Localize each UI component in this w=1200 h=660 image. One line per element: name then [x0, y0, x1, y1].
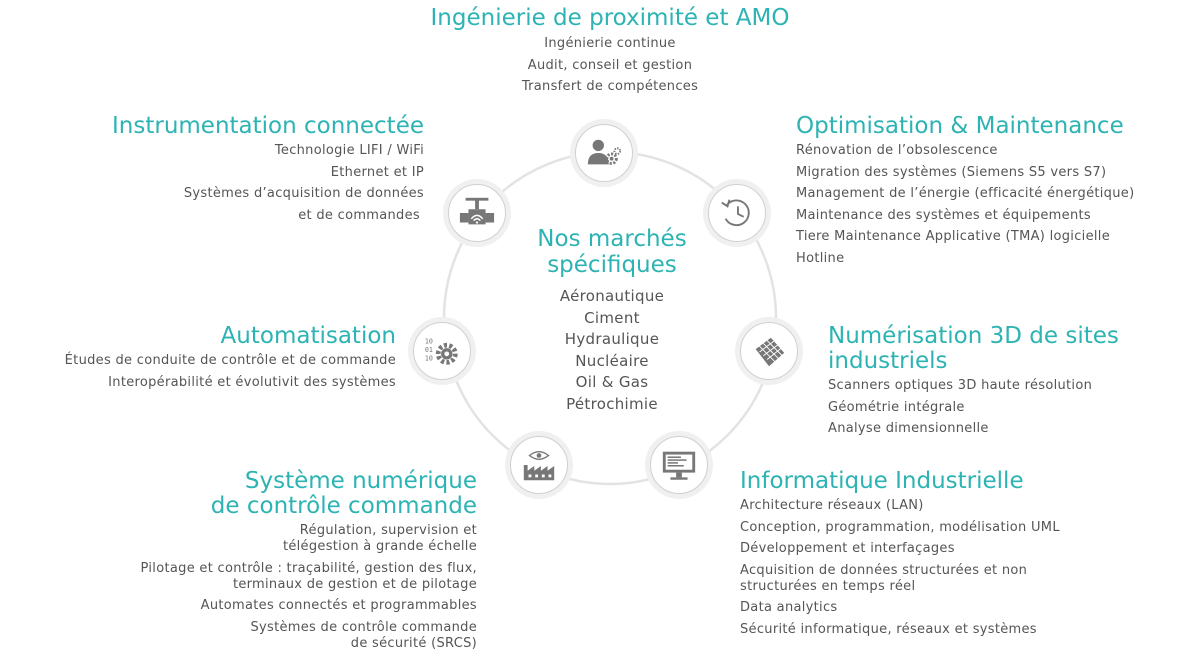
refresh-clock-icon-circle [708, 184, 766, 242]
section-instrumentation [60, 114, 424, 229]
section-informatique [740, 469, 1140, 643]
section-systeme [60, 469, 477, 657]
section-item: Interopérabilité et évolutivit des systèmes [108, 374, 396, 390]
market-item: Hydraulique [564, 330, 660, 348]
connected-valve-icon-circle [448, 184, 506, 242]
section-item: Tiere Maintenance Applicative (TMA) logicielle [796, 229, 1110, 244]
computer-monitor-icon-circle [650, 436, 708, 494]
market-item: Pétrochimie [566, 394, 658, 413]
factory-eye-icon [520, 446, 558, 484]
section-item: Maintenance des systèmes et équipements [796, 207, 1091, 223]
section-automatisation [6, 324, 396, 396]
section-title: Informatique Industrielle [740, 468, 1024, 494]
section-item: et de commandes [298, 207, 420, 223]
market-item: Nucléaire [575, 351, 649, 370]
section-item: Sécurité informatique, réseaux et systèmes [740, 621, 1037, 637]
section-numerisation [828, 324, 1188, 443]
section-item: Géométrie intégrale [828, 399, 965, 415]
3d-scan-grid-icon [750, 332, 788, 370]
binary-gear-icon-circle [413, 322, 471, 380]
market-item: Oil & Gas [575, 373, 649, 391]
section-title: Automatisation [220, 323, 396, 349]
section-item: Transfert de compétences [521, 79, 699, 94]
section-ingenierie [400, 6, 820, 101]
section-item: Data analytics [740, 600, 838, 615]
section-item: Management de l’énergie (efficacité énergétique) [796, 186, 1135, 201]
section-item: Analyse dimensionnelle [828, 421, 989, 436]
section-item: Rénovation de l’obsolescence [796, 143, 998, 158]
section-item: Systèmes de contrôle commande de sécurité (SRCS) [250, 619, 477, 651]
center-title: Nos marchés spécifiques [537, 226, 687, 278]
section-item: Développement et interfaçages [740, 541, 955, 556]
binary-gear-icon [423, 332, 461, 370]
section-item: Technologie LIFI / WiFi [274, 143, 424, 158]
3d-scan-grid-icon-circle [740, 322, 798, 380]
section-item: Études de conduite de contrôle et de commande [64, 353, 396, 368]
refresh-clock-icon [718, 194, 756, 232]
section-title: Ingénierie de proximité et AMO [430, 5, 790, 31]
svg-text:10: 10 [424, 337, 433, 346]
section-item: Conception, programmation, modélisation UML [740, 519, 1060, 535]
engineer-gears-icon-circle [575, 124, 633, 182]
section-optimisation [796, 114, 1196, 272]
computer-monitor-icon [660, 446, 698, 484]
section-item: Architecture réseaux (LAN) [740, 498, 924, 513]
section-item: Scanners optiques 3D haute résolution [828, 378, 1093, 393]
section-item: Audit, conseil et gestion [527, 57, 693, 73]
engineer-gears-icon [585, 134, 623, 172]
section-title: Système numérique de contrôle commande [210, 468, 477, 519]
svg-text:10: 10 [424, 354, 433, 363]
section-item: Ethernet et IP [330, 164, 424, 180]
section-item: Régulation, supervision et télégestion à grande échelle [282, 523, 477, 554]
section-title: Optimisation & Maintenance [796, 113, 1124, 139]
market-item: Aéronautique [559, 287, 665, 305]
factory-eye-icon-circle [510, 436, 568, 494]
section-item: Automates connectés et programmables [200, 598, 477, 613]
connected-valve-icon [458, 194, 496, 232]
section-item: Pilotage et contrôle : traçabilité, gestion des flux, terminaux de gestion et de pilotage [140, 560, 477, 592]
section-item: Ingénierie continue [544, 36, 676, 51]
section-item: Migration des systèmes (Siemens S5 vers S7) [796, 164, 1107, 180]
svg-text:01: 01 [424, 345, 433, 354]
market-item: Ciment [584, 308, 640, 327]
center-markets-block [512, 226, 712, 415]
section-title: Instrumentation connectée [112, 113, 424, 139]
section-item: Systèmes d’acquisition de données [183, 186, 424, 201]
section-item: Acquisition de données structurées et non structurées en temps réel [740, 562, 1028, 594]
section-title: Numérisation 3D de sites industriels [828, 323, 1119, 374]
section-item: Hotline [796, 250, 845, 266]
